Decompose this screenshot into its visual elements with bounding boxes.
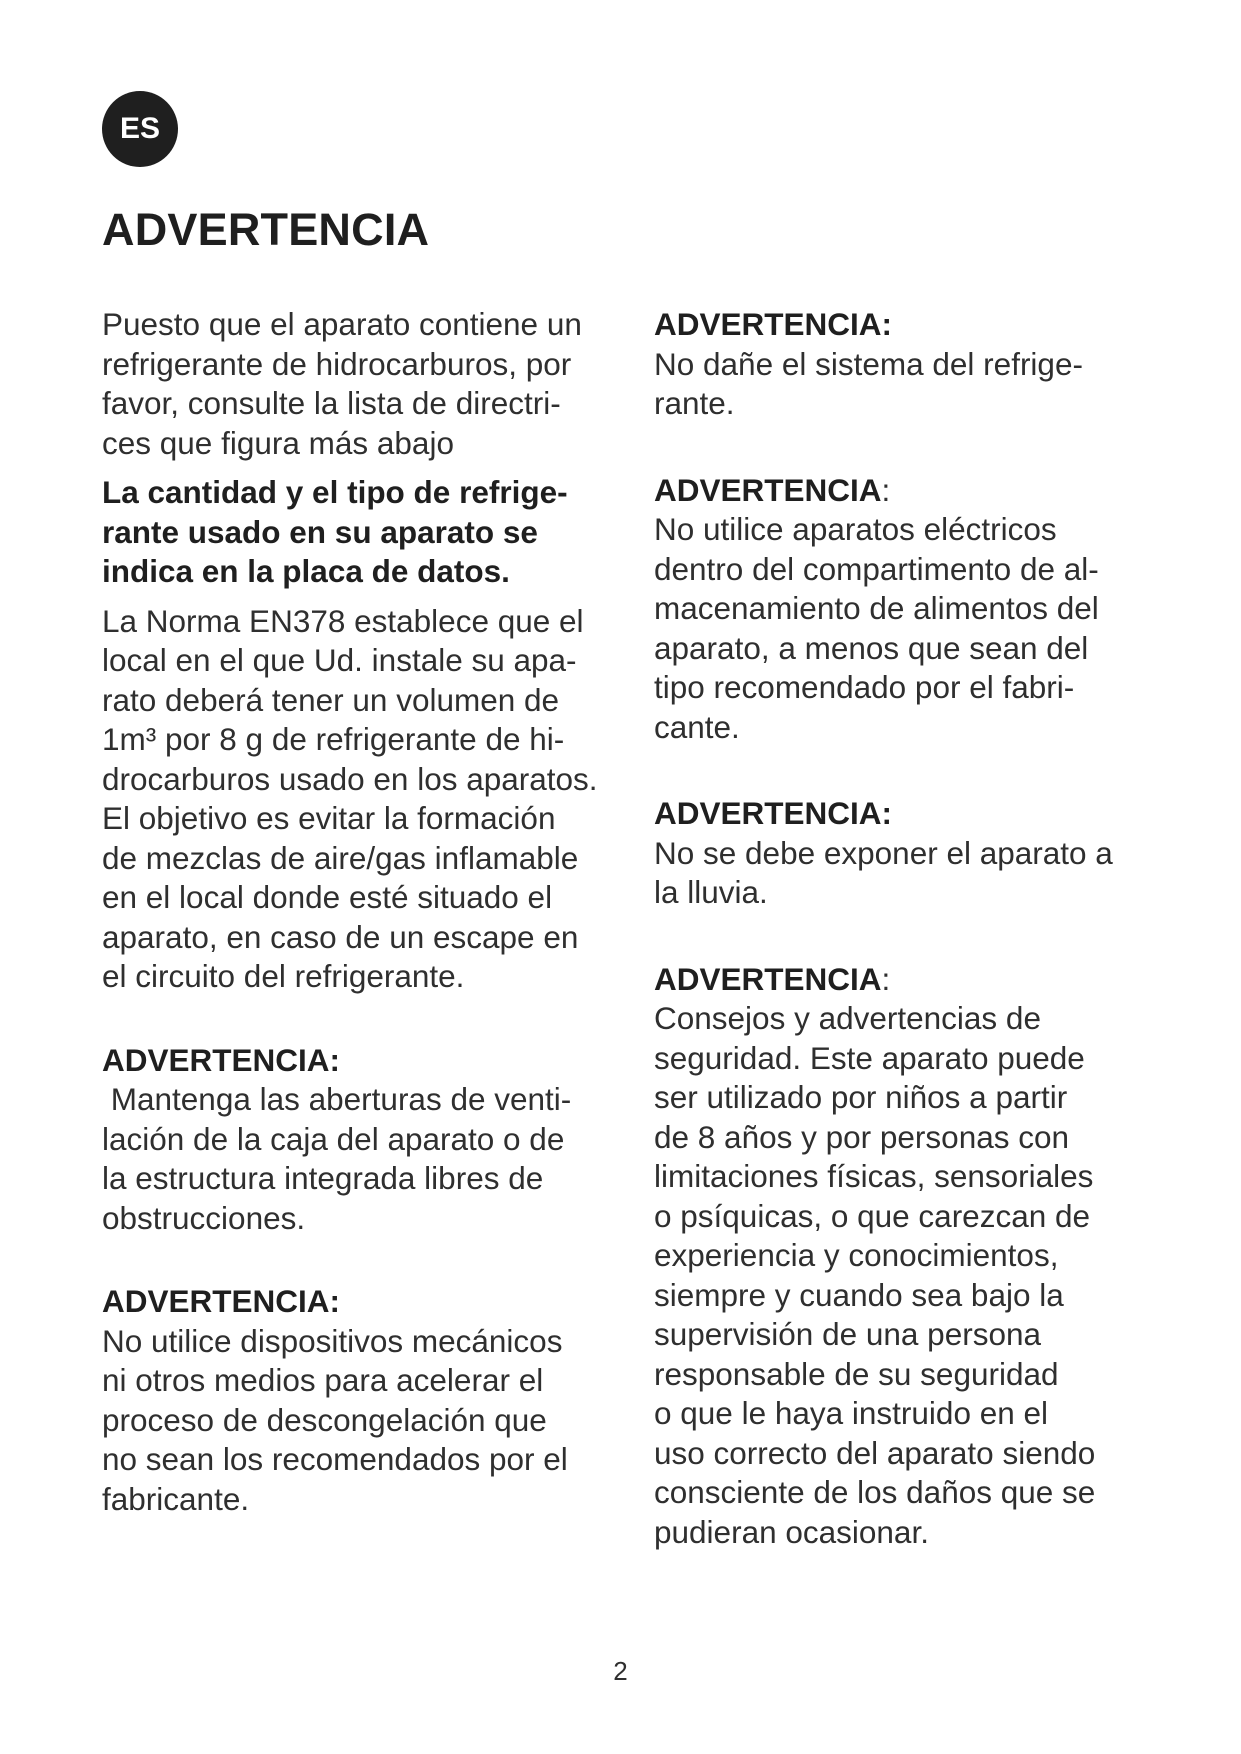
text-line: pudieran ocasionar. (654, 1513, 929, 1550)
text-line: el circuito del refrigerante. (102, 958, 465, 994)
text-line: El objetivo es evitar la formación (102, 800, 556, 836)
text-line: No utilice aparatos eléctricos (654, 511, 1057, 547)
language-badge: ES (102, 91, 178, 167)
refrigerant-note (102, 473, 642, 592)
warning-heading-line (654, 960, 1154, 1000)
warning-safety-advice (654, 960, 1154, 1553)
heading-suffix: : (881, 471, 891, 508)
text-line: ni otros medios para acelerar el (102, 1362, 544, 1398)
text-line: no sean los recomendados por el (102, 1441, 568, 1477)
text-line: La cantidad y el tipo de refrige- (102, 474, 568, 510)
text-line: Consejos y advertencias de (654, 1000, 1041, 1036)
text-line: proceso de descongelación que (102, 1401, 547, 1438)
text-line: favor, consulte la lista de directri- (102, 385, 561, 421)
text-line: Mantenga las aberturas de venti- (102, 1081, 572, 1117)
text-line: aparato, a menos que sean del (654, 629, 1089, 666)
text-line: ces que figura más abajo (102, 424, 454, 461)
text-line: ser utilizado por niños a partir (654, 1079, 1068, 1115)
norm-paragraph (102, 602, 642, 997)
text-line: o que le haya instruido en el (654, 1395, 1049, 1431)
warning-ventilation (102, 1041, 642, 1239)
text-line: rante. (654, 385, 735, 421)
text-line: consciente de los daños que se (654, 1474, 1096, 1510)
text-line: de mezclas de aire/gas inflamable (102, 839, 579, 876)
text-line: refrigerante de hidrocarburos, por (102, 345, 572, 382)
text-line: seguridad. Este aparato puede (654, 1039, 1085, 1076)
warning-heading: ADVERTENCIA: (654, 795, 893, 831)
text-line: obstrucciones. (102, 1199, 306, 1236)
right-column (654, 305, 1154, 1552)
intro-paragraph (102, 305, 642, 463)
text-line: limitaciones físicas, sensoriales (654, 1158, 1094, 1194)
text-line: responsable de su seguridad (654, 1355, 1059, 1392)
text-line: fabricante. (102, 1480, 250, 1517)
warning-heading: ADVERTENCIA: (102, 1283, 341, 1319)
warning-refrigerant-system (654, 305, 1154, 424)
text-line: la lluvia. (654, 874, 768, 910)
text-line: cante. (654, 708, 740, 745)
text-line: la estructura integrada libres de (102, 1160, 544, 1196)
text-line: siempre y cuando sea bajo la (654, 1276, 1064, 1313)
text-line: tipo recomendado por el fabri- (654, 669, 1075, 705)
text-line: supervisión de una persona (654, 1316, 1042, 1352)
text-line: 1m³ por 8 g de refrigerante de hi- (102, 721, 565, 757)
text-line: experiencia y conocimientos, (654, 1237, 1059, 1273)
warning-defrost (102, 1282, 642, 1519)
text-line: o psíquicas, o que carezcan de (654, 1197, 1091, 1234)
warning-rain (654, 794, 1154, 913)
text-line: local en el que Ud. instale su apa- (102, 642, 577, 678)
text-line: indica en la placa de datos. (102, 553, 510, 589)
text-line: rante usado en su aparato se (102, 513, 538, 550)
text-line: rato deberá tener un volumen de (102, 681, 560, 718)
warning-heading: ADVERTENCIA (654, 471, 882, 508)
text-line: macenamiento de alimentos del (654, 590, 1099, 626)
text-line: lación de la caja del aparato o de (102, 1120, 565, 1157)
text-line: No utilice dispositivos mecánicos (102, 1322, 563, 1359)
warning-electrical-appliances (654, 471, 1154, 748)
page-title: ADVERTENCIA (102, 204, 430, 255)
text-line: uso correcto del aparato siendo (654, 1434, 1096, 1471)
warning-heading: ADVERTENCIA: (102, 1041, 341, 1078)
text-line: aparato, en caso de un escape en (102, 918, 579, 955)
warning-heading: ADVERTENCIA: (654, 306, 893, 342)
page-number: 2 (613, 1656, 628, 1686)
text-line: drocarburos usado en los aparatos. (102, 760, 598, 797)
text-line: dentro del compartimento de al- (654, 550, 1099, 587)
heading-suffix: : (881, 960, 891, 997)
warning-heading: ADVERTENCIA (654, 960, 882, 997)
text-line: La Norma EN378 establece que el (102, 602, 584, 639)
text-line: No dañe el sistema del refrige- (654, 345, 1083, 382)
text-line: de 8 años y por personas con (654, 1118, 1070, 1155)
warning-heading-line (654, 471, 1154, 511)
text-line: No se debe exponer el aparato a (654, 834, 1113, 871)
left-column (102, 305, 642, 1519)
text-line: Puesto que el aparato contiene un (102, 306, 582, 342)
text-line: en el local donde esté situado el (102, 879, 553, 915)
